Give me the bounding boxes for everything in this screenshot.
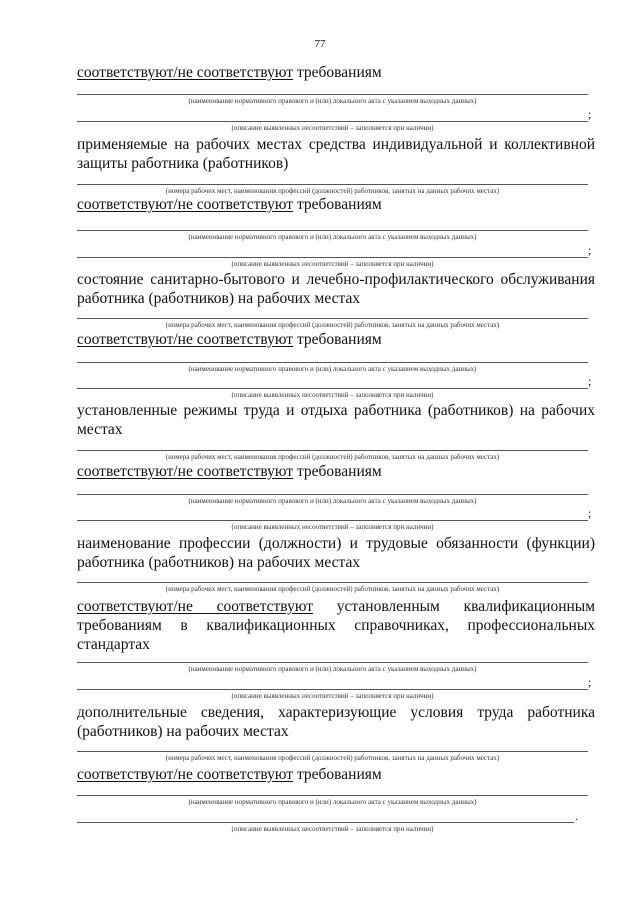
- caption-workplaces: (номера рабочих мест, наименования профессий (должностей) работников, занятых на данных рабочих местах): [165, 453, 500, 461]
- section-heading-line: применяемые на рабочих местах средства индивидуальной и коллективной: [77, 136, 595, 153]
- fill-line-norm-act[interactable]: [77, 662, 588, 663]
- section-heading-line: местах: [77, 421, 123, 438]
- fill-line-mismatch[interactable]: [77, 689, 588, 690]
- fill-line-workplaces[interactable]: [77, 751, 588, 752]
- caption-mismatch: (описание выявленных несоответствий – заполняется при наличии): [231, 825, 434, 833]
- compliance-qualification-line: требованиям в квалификационных справочниках, профессиональных: [77, 617, 595, 634]
- caption-workplaces: (номера рабочих мест, наименования профессий (должностей) работников, занятых на данных рабочих местах): [165, 321, 500, 329]
- line-terminator: ;: [588, 506, 592, 520]
- compliance-qualification-line: стандартах: [77, 636, 150, 653]
- fill-line-workplaces[interactable]: [77, 184, 588, 185]
- page-number: 77: [314, 38, 326, 50]
- compliance-line: соответствуют/не соответствуют требованиям: [77, 196, 382, 213]
- caption-mismatch: (описание выявленных несоответствий – заполняется при наличии): [231, 692, 434, 700]
- fill-line-mismatch[interactable]: [77, 520, 588, 521]
- fill-line-workplaces[interactable]: [77, 318, 588, 319]
- section-heading-line: работника (работников) на рабочих местах: [77, 554, 361, 571]
- compliance-line: соответствуют/не соответствуют требованиям: [77, 331, 382, 348]
- fill-line-norm-act[interactable]: [77, 230, 588, 231]
- caption-mismatch: (описание выявленных несоответствий – заполняется при наличии): [231, 523, 434, 531]
- caption-norm-act: (наименование нормативного правового и (или) локального акта с указанием выходных данных): [188, 365, 477, 373]
- section-heading-line: работника (работников) на рабочих местах: [77, 290, 361, 307]
- caption-norm-act: (наименование нормативного правового и (или) локального акта с указанием выходных данных): [188, 233, 477, 241]
- fill-line-mismatch[interactable]: [77, 388, 588, 389]
- fill-line-norm-act[interactable]: [77, 494, 588, 495]
- line-terminator: ;: [588, 374, 592, 388]
- fill-line-mismatch[interactable]: [77, 822, 574, 823]
- caption-norm-act: (наименование нормативного правового и (или) локального акта с указанием выходных данных): [188, 497, 477, 505]
- fill-line-norm-act[interactable]: [77, 795, 588, 796]
- section-heading-line: защиты работника (работников): [77, 155, 289, 172]
- fill-line-workplaces[interactable]: [77, 582, 588, 583]
- compliance-line: соответствуют/не соответствуют требованиям: [77, 766, 382, 783]
- fill-line-mismatch[interactable]: [77, 121, 588, 122]
- line-terminator: ;: [588, 675, 592, 689]
- fill-line-norm-act[interactable]: [77, 362, 588, 363]
- caption-workplaces: (номера рабочих мест, наименования профессий (должностей) работников, занятых на данных рабочих местах): [165, 585, 500, 593]
- caption-norm-act: (наименование нормативного правового и (или) локального акта с указанием выходных данных): [188, 665, 477, 673]
- section-heading-line: (работников) на рабочих местах: [77, 723, 289, 740]
- section-heading-line: дополнительные сведения, характеризующие условия труда работника: [77, 704, 595, 721]
- caption-norm-act: (наименование нормативного правового и (или) локального акта с указанием выходных данных): [188, 97, 477, 105]
- compliance-line: соответствуют/не соответствуют требованиям: [77, 463, 382, 480]
- line-terminator: .: [575, 809, 578, 823]
- caption-mismatch: (описание выявленных несоответствий – заполняется при наличии): [231, 124, 434, 132]
- caption-mismatch: (описание выявленных несоответствий – заполняется при наличии): [231, 391, 434, 399]
- caption-workplaces: (номера рабочих мест, наименования профессий (должностей) работников, занятых на данных рабочих местах): [165, 754, 500, 762]
- caption-norm-act: (наименование нормативного правового и (или) локального акта с указанием выходных данных): [188, 798, 477, 806]
- compliance-qualification-line: соответствуют/не соответствуют установленным квалификационным: [77, 598, 596, 615]
- line-terminator: ;: [588, 243, 592, 257]
- line-terminator: ;: [588, 107, 592, 121]
- section-heading-line: установленные режимы труда и отдыха работника (работников) на рабочих: [77, 402, 595, 419]
- fill-line-mismatch[interactable]: [77, 257, 588, 258]
- compliance-line: соответствуют/не соответствуют требованиям: [77, 64, 382, 81]
- caption-workplaces: (номера рабочих мест, наименования профессий (должностей) работников, занятых на данных рабочих местах): [165, 187, 500, 195]
- caption-mismatch: (описание выявленных несоответствий – заполняется при наличии): [231, 260, 434, 268]
- fill-line-norm-act[interactable]: [77, 94, 588, 95]
- section-heading-line: состояние санитарно-бытового и лечебно-профилактического обслуживания: [77, 271, 595, 288]
- fill-line-workplaces[interactable]: [77, 450, 588, 451]
- section-heading-line: наименование профессии (должности) и трудовые обязанности (функции): [77, 535, 595, 552]
